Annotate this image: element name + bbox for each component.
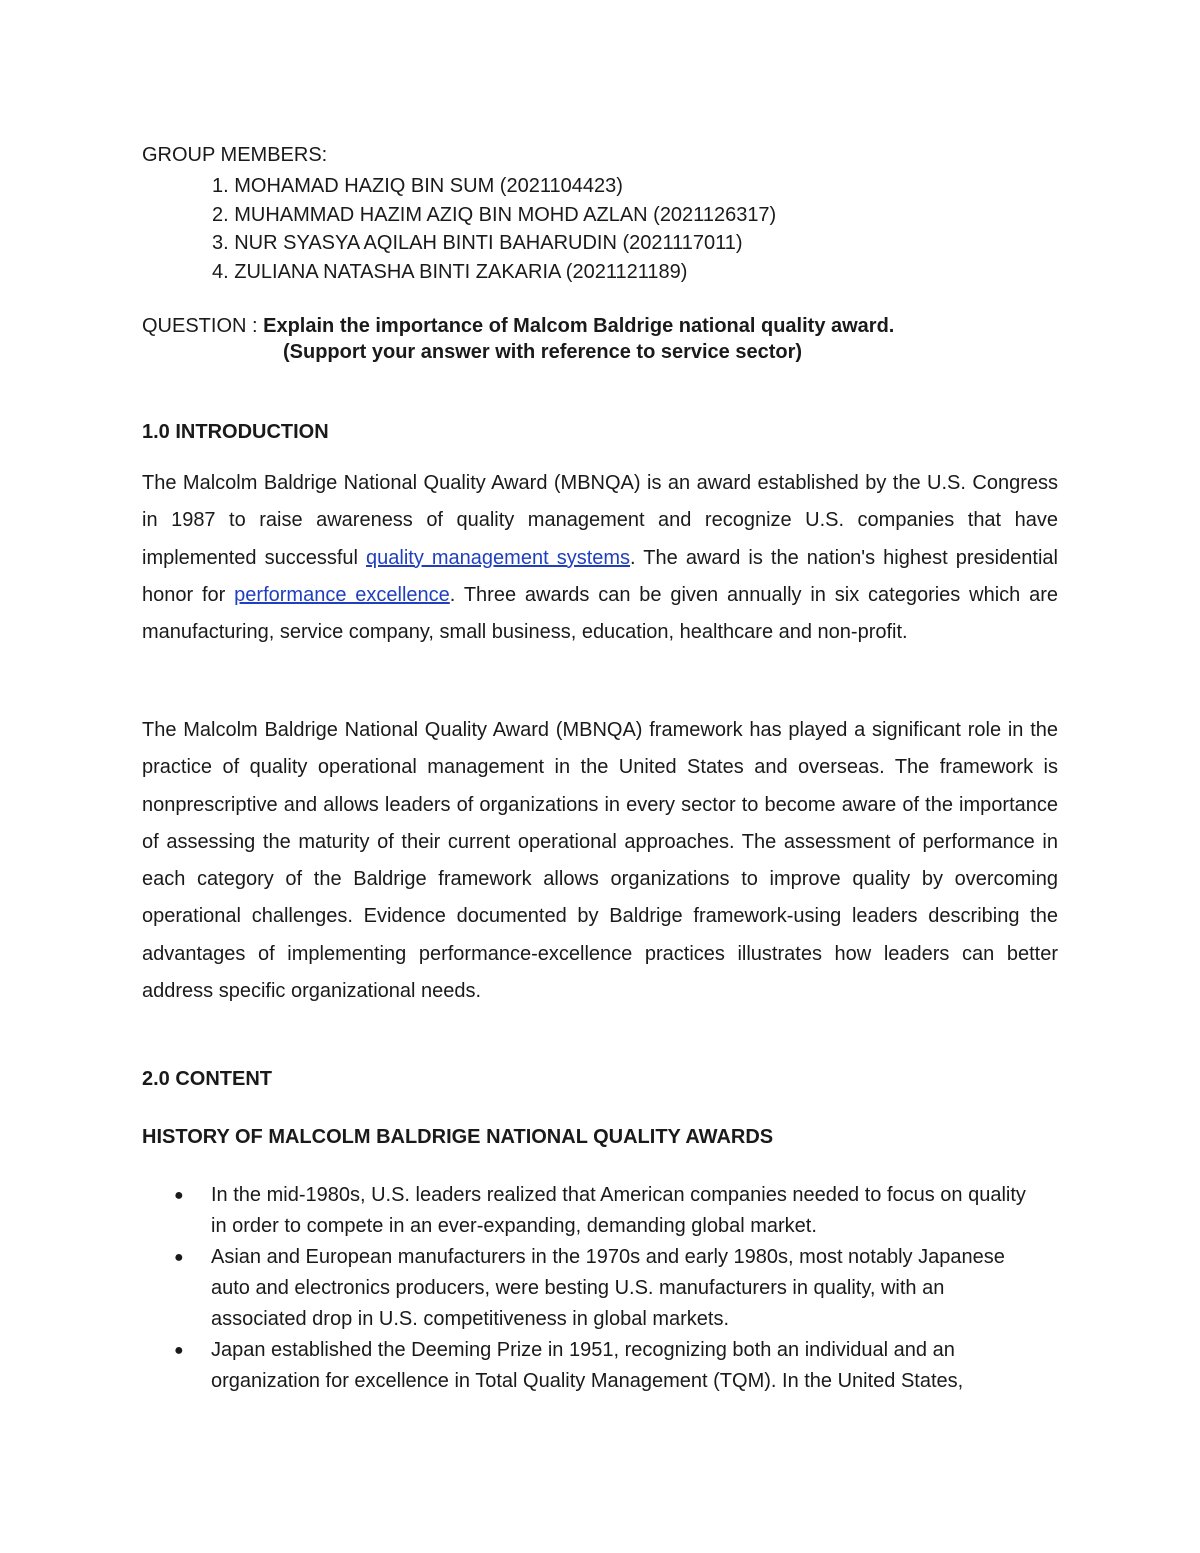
member-item: 2. MUHAMMAD HAZIM AZIQ BIN MOHD AZLAN (2021126317) [212,203,777,226]
content-heading: 2.0 CONTENT [142,1068,273,1090]
history-bullet-list [142,1180,1042,1397]
intro-p1-text-a: The Malcolm Baldrige National Quality Award (MBNQA) is an award established by the U.S. Congress in 1987 to raise awareness of quality management and recognize U.S. companies that have implemented successful [142,472,1058,569]
history-heading: HISTORY OF MALCOLM BALDRIGE NATIONAL QUALITY AWARDS [142,1126,774,1148]
question-text: Explain the importance of Malcom Baldrige national quality award. [263,315,895,337]
bullet-icon: ● [174,1187,184,1204]
bullet-icon: ● [174,1342,184,1359]
group-members-list [212,172,776,287]
quality-management-systems-link[interactable]: quality management systems [366,546,631,569]
list-item [142,1180,1042,1242]
member-item: 1. MOHAMAD HAZIQ BIN SUM (2021104423) [212,175,623,197]
question-label: QUESTION : [142,315,264,337]
question-line-1 [142,313,894,339]
list-item [142,1242,1042,1335]
intro-p1-text-c: . Three awards can be given annually in six categories which are manufacturing, service company, small business, education, healthcare and non-profit. [142,583,1059,644]
member-item: 4. ZULIANA NATASHA BINTI ZAKARIA (2021121189) [212,261,688,284]
bullet-text: In the mid-1980s, U.S. leaders realized that American companies needed to focus on quality in order to compete in an ever-expanding, demanding global market. [211,1184,1026,1237]
intro-paragraph-1 [142,465,1058,651]
intro-paragraph-2: The Malcolm Baldrige National Quality Award (MBNQA) framework has played a significant role in the practice of quality operational management in the United States and overseas. The framework is nonprescriptive and allows leaders of organizations in every sector to become aware of the importance of assessing the maturity of their current operational approaches. The assessment of performance in each category of the Baldrige framework allows organizations to improve quality by overcoming operational challenges. Evidence documented by Baldrige framework-using leaders describing the advantages of implementing performance-excellence practices illustrates how leaders can better address specific organizational needs. [142,719,1058,1003]
intro-p1-text-b: . The award is the nation's highest presidential honor for [142,546,1058,606]
group-members-title: GROUP MEMBERS: [142,144,328,166]
member-item: 3. NUR SYASYA AQILAH BINTI BAHARUDIN (2021117011) [212,232,743,255]
introduction-heading: 1.0 INTRODUCTION [142,421,329,443]
performance-excellence-link[interactable]: performance excellence [234,583,450,606]
bullet-text: Asian and European manufacturers in the 1970s and early 1980s, most notably Japanese auto and electronics producers, were besting U.S. manufacturers in quality, with an associated drop in U.S. competitiveness in global markets. [211,1246,1005,1330]
bullet-text: Japan established the Deeming Prize in 1951, recognizing both an individual and an organization for excellence in Total Quality Management (TQM). In the United States, [211,1339,964,1392]
question-line-2: (Support your answer with reference to service sector) [283,341,803,363]
list-item [142,1335,1042,1397]
bullet-icon: ● [174,1249,184,1266]
